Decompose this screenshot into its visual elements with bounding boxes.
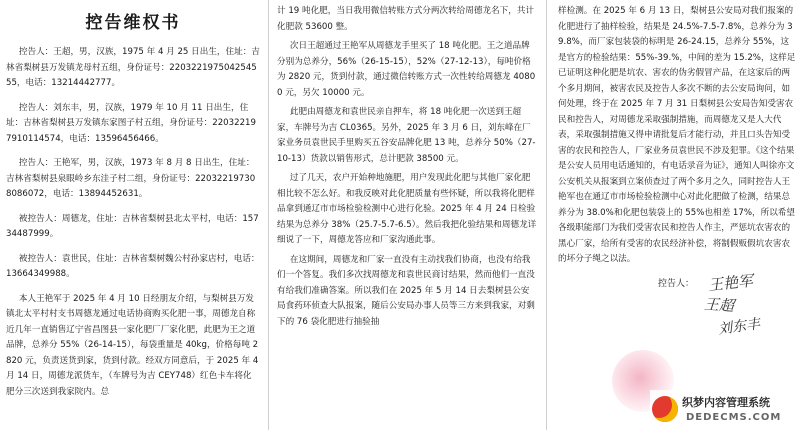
- paragraph-complainant-2: 控告人：刘东丰，男，汉族，1979 年 10 月 11 日出生，住址：吉林省梨树县万发镇东家图子村五组，身份证号：220322197910114574，电话：13596456466。: [6, 102, 256, 144]
- paragraph-facts-6: 样检测。在 2025 年 6 月 13 日，梨树县公安局对我们报案的化肥进行了抽样检验，结果是 24.5%-7.5-7.8%，总养分为 39.8%，而厂家包装袋的标明是 26-24.15，总养分 55%，这是官方的检验结果：55%-39.%，中间的差为 15.2%，这样足已证明这种化肥是坑农、害农的伪劣假冒产品，在这家后的两个多月期间，被害农民及控告人多次不断的去公安局询问，如何处理，终于在 2025 年 7 月 31 日梨树县公安局告知受害农民和控告人，对周德龙采取强制措施，而周德龙又是人大代表，采取强制措施又得申请批复后才能行动，并且口头告知受害的农民和控告人，厂家业务员袁世民不涉及犯罪。《这个结果是公安人员用电话通知的，有电话录音为证》，通知人叫徐亦文公安机关从报案到立案侦查过了两个多月之久，同时控告人王艳军也在通辽市市场检验检测中心对此化肥做了检测，结果总养分为 38.0%和化肥包装袋上的 55%也相差 17%，所以希望各级职能部门为我们受害农民和控告人作主，严惩坑农害农的黑心厂家，给所有受害的农民经济补偿，将制假贩假坑农害农的坏分子绳之以法。: [558, 6, 796, 264]
- column-divider: [268, 0, 269, 430]
- paragraph-complainant-1: 控告人：王超，男，汉族，1975 年 4 月 25 日出生，住址：吉林省梨树县万发镇龙母村五组，身份证号：220322197504254555，电话：13214442777。: [6, 47, 260, 88]
- site-watermark: [650, 390, 800, 430]
- signature-name: 刘东丰: [717, 315, 762, 338]
- column-divider: [546, 0, 547, 430]
- column-left: [0, 0, 264, 430]
- dedecms-logo-icon: [652, 396, 678, 422]
- paragraph-facts-3: 此肥由周德龙和袁世民亲自押车，将 18 吨化肥一次送到王超家，车牌号为吉 CL0365。另外，2025 年 3 月 6 日，刘东峰在厂家业务员袁世民手里购买五谷安品牌化肥 13 吨，总养分 50%（27-10-13）货款以销售形式，总计肥款 38500 元。: [277, 107, 536, 164]
- signature-block: [558, 271, 796, 356]
- paragraph-facts-4: 过了几天，农户开始种地施肥，用户发现此化肥与其他厂家化肥相比较不怎么好。和我反映对此化肥质量有些怀疑，所以我将化肥样品拿到通辽市市场检验检测中心进行化验。2025 年 4 月 24 日检验结果为总养分 38%（25.7-5.7-6.5）。然后我把化验结果和周德龙详细说了一下，周德龙答应和厂家沟通此事。: [277, 173, 537, 245]
- watermark-english-text: DEDECMS.COM: [686, 412, 782, 423]
- signature-name: 王超: [703, 294, 735, 315]
- signature-name: 王艳军: [707, 271, 754, 294]
- watermark-chinese-text: 织梦内容管理系统: [682, 396, 770, 409]
- document-title: 控告维权书: [85, 13, 181, 33]
- paragraph-facts-2: 次日王超通过王艳军从周德龙手里买了 18 吨化肥。王之道品牌分别为总养分，56%（26-15-15），52%（27-12-13），每吨价格为 2820 元，货到付款，通过微信转账方式一次性转给周德龙 40800 元，另欠 10000 元。: [277, 41, 536, 98]
- signature-label: 控告人：: [658, 278, 695, 289]
- column-middle: [273, 0, 541, 430]
- paragraph-facts-5: 在这期间，周德龙和厂家一直没有主动找我们协商，也没有给我们一个答复。我们多次找周德龙和袁世民商讨结果，然而他们一直没有给我们准确答案。所以我们在 2025 年 5 月 14 日去梨树县公安局食药环侦查大队报案，随后公安局办事人员等三方来到我家，对剩下的 76 袋化肥进行抽验抽: [277, 254, 535, 327]
- paragraph-defendant-1: 被控告人：周德龙，住址：吉林省梨树县北太平村，电话：15734487999。: [6, 213, 259, 239]
- paragraph-facts-continued: 计 19 吨化肥，当日我用微信转账方式分两次转给周德龙名下，共计化肥款 53600 整。: [277, 6, 535, 32]
- paragraph-facts-1: 本人王艳军于 2025 年 4 月 10 日经朋友介绍，与梨树县万发镇北太平村村支书周德龙通过电话协商购买化肥一事，周德龙自称近几年一直销售辽宁省昌图县一家化肥厂厂家化肥，此肥为王之道品牌，总养分 55%（26-14-15），每袋重量是 40kg，价格每吨 2820 元，负责送货到家，货到付款。经双方同意后，于 2025 年 4 月 14 日，周德龙派货车，（车牌号为吉 CEY748）红色卡车将化肥分三次送到我家院内。总: [6, 293, 259, 397]
- paragraph-complainant-3: 控告人：王艳军，男，汉族，1973 年 8 月 8 日出生，住址：吉林省梨树县泉眼岭乡东洼子村二组，身份证号：220322197308086072，电话：13894452631。: [6, 158, 256, 199]
- column-right: [552, 0, 800, 430]
- paragraph-defendant-2: 被控告人：袁世民，住址：吉林省梨树魏公村孙家店村，电话：13664349988。: [6, 253, 260, 279]
